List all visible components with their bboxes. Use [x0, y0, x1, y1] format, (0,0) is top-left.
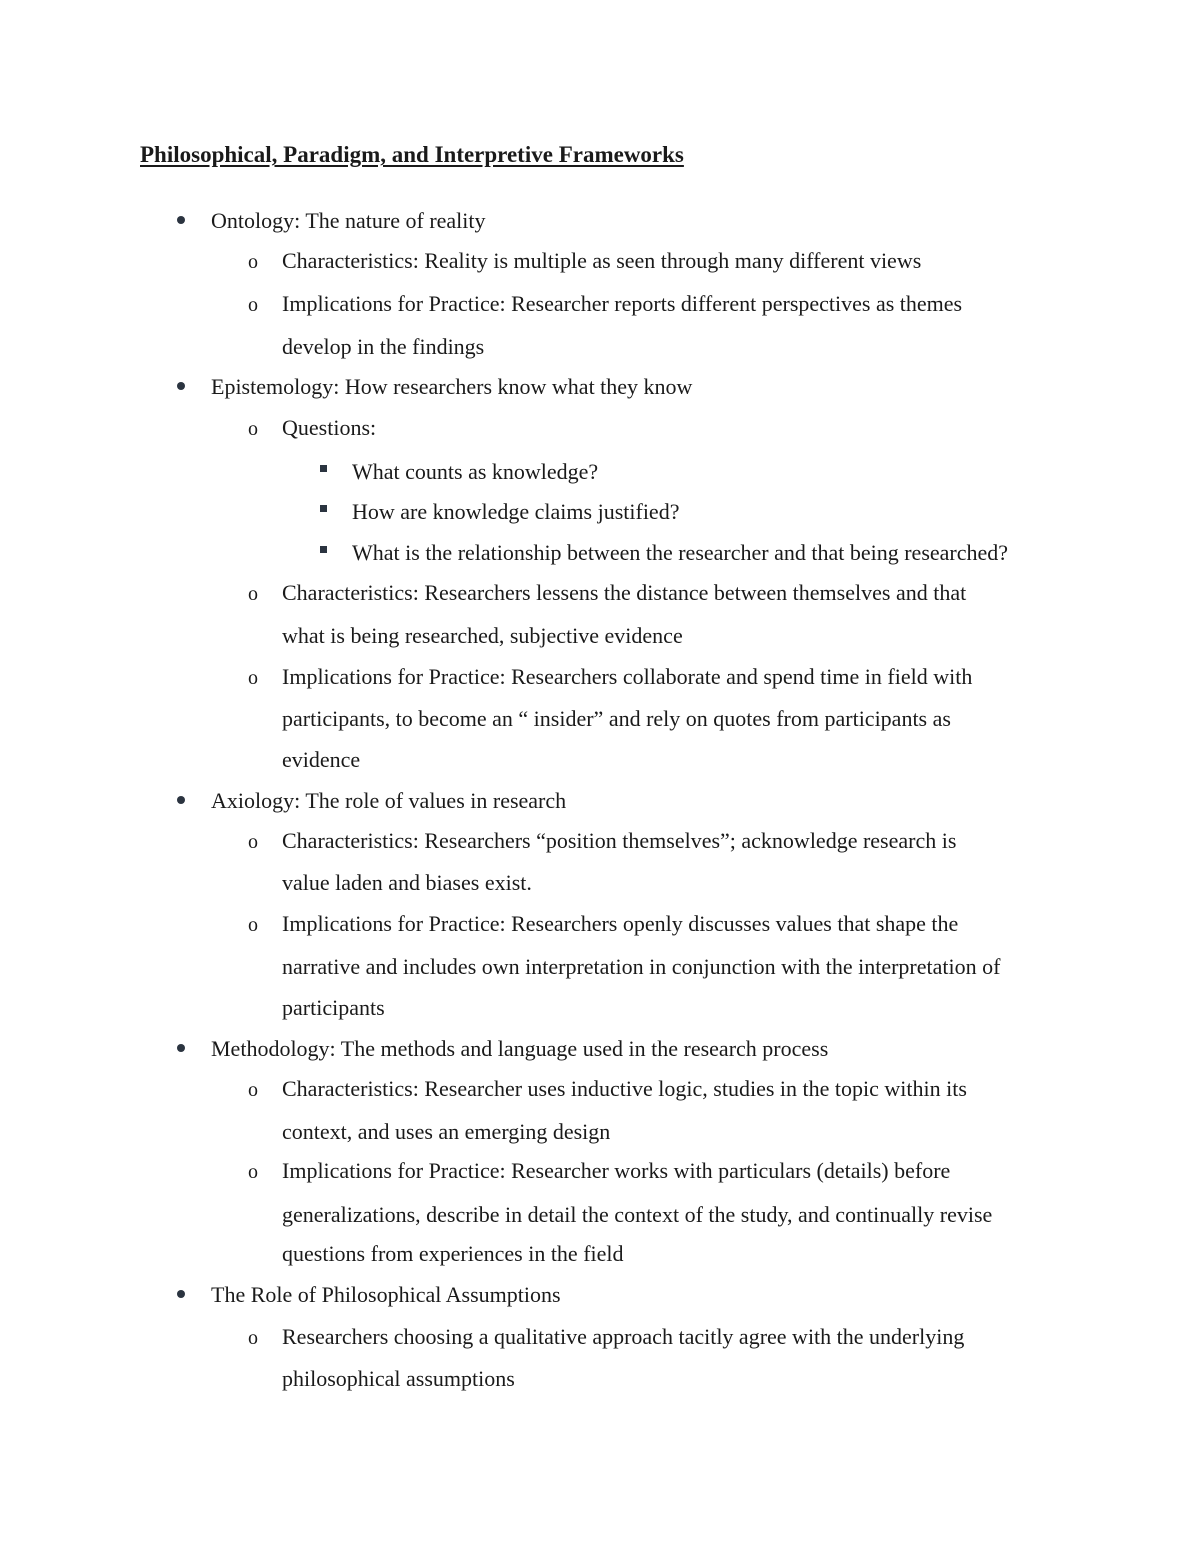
axiology-characteristics-line-1: Characteristics: Researchers “position themselves”; acknowledge research is: [282, 828, 957, 853]
bullet-disc-icon: [177, 796, 185, 804]
sub-bullet-icon: o: [248, 1079, 258, 1101]
methodology-characteristics-line-1: Characteristics: Researcher uses inductive logic, studies in the topic within its: [282, 1076, 967, 1101]
epistemology-question-1: What counts as knowledge?: [352, 459, 599, 484]
role-heading: The Role of Philosophical Assumptions: [211, 1282, 561, 1307]
epistemology-characteristics-line-2: what is being researched, subjective evidence: [282, 623, 683, 648]
methodology-implications-line-3: questions from experiences in the field: [282, 1241, 624, 1266]
methodology-implications-line-1: Implications for Practice: Researcher works with particulars (details) before: [282, 1158, 951, 1183]
axiology-implications-line-3: participants: [282, 995, 385, 1020]
ontology-heading: Ontology: The nature of reality: [211, 208, 486, 233]
sub-bullet-icon: o: [248, 1161, 258, 1183]
ontology-implications-line-2: develop in the findings: [282, 334, 485, 359]
methodology-heading: Methodology: The methods and language used in the research process: [211, 1036, 829, 1061]
sub-bullet-icon: o: [248, 1327, 258, 1349]
epistemology-implications-line-3: evidence: [282, 747, 361, 772]
epistemology-characteristics-line-1: Characteristics: Researchers lessens the distance between themselves and that: [282, 580, 967, 605]
sub-bullet-icon: o: [248, 418, 258, 440]
square-bullet-icon: [320, 505, 327, 512]
document-title: Philosophical, Paradigm, and Interpretive Frameworks: [140, 142, 684, 167]
sub-bullet-icon: o: [248, 831, 258, 853]
sub-bullet-icon: o: [248, 583, 258, 605]
epistemology-heading: Epistemology: How researchers know what they know: [211, 374, 693, 399]
square-bullet-icon: [320, 465, 327, 472]
epistemology-implications-line-2: participants, to become an “ insider” and rely on quotes from participants as: [282, 706, 951, 731]
bullet-disc-icon: [177, 382, 185, 390]
role-item-line-1: Researchers choosing a qualitative approach tacitly agree with the underlying: [282, 1324, 965, 1349]
sub-bullet-icon: o: [248, 914, 258, 936]
axiology-implications-line-1: Implications for Practice: Researchers openly discusses values that shape the: [282, 911, 959, 936]
sub-bullet-icon: o: [248, 251, 258, 273]
methodology-implications-line-2: generalizations, describe in detail the context of the study, and continually revise: [282, 1202, 993, 1227]
role-item-line-2: philosophical assumptions: [282, 1366, 515, 1391]
sub-bullet-icon: o: [248, 294, 258, 316]
bullet-disc-icon: [177, 216, 185, 224]
methodology-characteristics-line-2: context, and uses an emerging design: [282, 1119, 611, 1144]
axiology-characteristics-line-2: value laden and biases exist.: [282, 870, 532, 895]
epistemology-questions-label: Questions:: [282, 415, 377, 440]
bullet-disc-icon: [177, 1044, 185, 1052]
sub-bullet-icon: o: [248, 667, 258, 689]
ontology-characteristics: Characteristics: Reality is multiple as seen through many different views: [282, 248, 922, 273]
ontology-implications-line-1: Implications for Practice: Researcher reports different perspectives as themes: [282, 291, 963, 316]
axiology-implications-line-2: narrative and includes own interpretation in conjunction with the interpretation of: [282, 954, 1001, 979]
bullet-disc-icon: [177, 1290, 185, 1298]
square-bullet-icon: [320, 546, 327, 553]
epistemology-question-3: What is the relationship between the researcher and that being researched?: [352, 540, 1009, 565]
axiology-heading: Axiology: The role of values in research: [211, 788, 567, 813]
epistemology-question-2: How are knowledge claims justified?: [352, 499, 680, 524]
epistemology-implications-line-1: Implications for Practice: Researchers collaborate and spend time in field with: [282, 664, 973, 689]
